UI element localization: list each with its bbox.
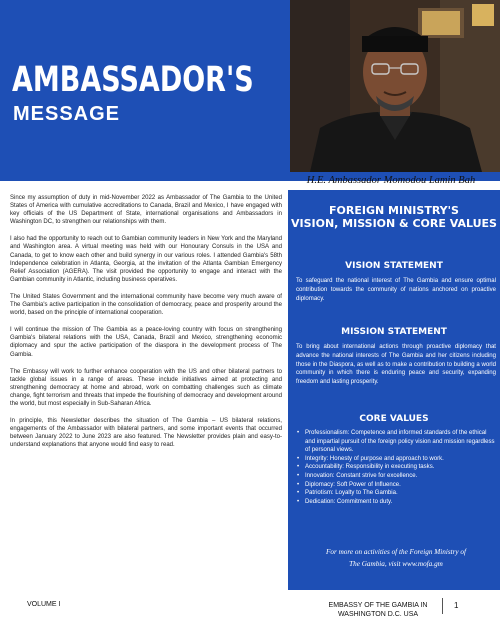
core-value-item: • Integrity: Honesty of purpose and approach to work. xyxy=(296,455,496,464)
core-value-item: • Patriotism: Loyalty to The Gambia. xyxy=(296,489,496,498)
core-value-item: • Diplomacy: Soft Power of Influence. xyxy=(296,481,496,490)
message-body xyxy=(10,194,282,458)
sidebar-heading-line1: FOREIGN MINISTRY'S xyxy=(329,204,459,217)
photo-caption: H.E. Ambassador Momodou Lamin Bah xyxy=(306,175,476,186)
vision-title: VISION STATEMENT xyxy=(345,261,443,271)
page-title: AMBASSADOR'S xyxy=(12,60,254,101)
core-value-item: • Dedication: Commitment to duty. xyxy=(296,498,496,507)
core-values-list xyxy=(296,429,496,506)
message-paragraph: I will continue the mission of The Gambia as a peace-loving country with focus on strengthening Gambia's bilateral relations with the USA, Canada, Brazil and Mexico, strengthening economic diplomacy and spur the active participation of the diaspora in the development process of The Gambia. xyxy=(10,327,282,358)
sidebar-heading-line2: VISION, MISSION & CORE VALUES xyxy=(291,217,497,230)
message-paragraph: The United States Government and the international community have become very much aware of The Gambia's active participation in the consolidation of democracy, peace and prosperity around the world, based on the principle of international cooperation. xyxy=(10,293,282,317)
page-subtitle: MESSAGE xyxy=(13,103,121,125)
core-values-title: CORE VALUES xyxy=(359,414,429,424)
message-paragraph: In principle, this Newsletter describes the situation of The Gambia – US bilateral relations, engagements of the Ambassador with bilateral partners, and some important events that occurred between January 2022 to June 2023 are also featured. The Newsletter provides plain and easy-to-understand explanations that anyone would find easy to read. xyxy=(10,418,282,449)
core-value-item: • Innovation: Constant strive for excellence. xyxy=(296,472,496,481)
message-paragraph: Since my assumption of duty in mid-November 2022 as Ambassador of The Gambia to the United States of America with cumulative accreditations to Canada, Brazil and Mexico, I have engaged with key officials of the US Department of State, international organisations and Ambassadors in Washington DC, to strengthen our relationships with them. xyxy=(10,195,282,226)
mission-title: MISSION STATEMENT xyxy=(341,327,447,337)
message-paragraph: I also had the opportunity to reach out to Gambian community leaders in New York and the Maryland and Washington area. A virtual meeting was held with our Honourary Consuls in the USA and Canada, to get to know each other and build synergy in our various roles. I attended Gambia's 58th Independence celebration in Atlanta, Georgia, at the invitation of the Atlanta Gambian Emergency Relief Association (AGERA). The visit provided the opportunity to engage and interact with the Gambian community in Atlantic, including business operatives. xyxy=(10,236,282,283)
vision-mission-sidebar xyxy=(288,190,500,590)
core-value-item: • Professionalism: Competence and informed standards of the ethical and impartial pursuit of the foreign policy vision and mission regardless of personal views. xyxy=(296,429,496,455)
ambassador-photo xyxy=(290,0,500,172)
vision-text: To safeguard the national interest of The Gambia and ensure optimal contribution towards the community of nations anchored on proactive diplomacy. xyxy=(296,278,496,302)
embassy-line2: WASHINGTON D.C. USA xyxy=(337,611,419,618)
message-paragraph: The Embassy will work to further enhance cooperation with the US and other bilateral partners to tackle global issues in a range of areas. These include initiatives aimed at protecting and strengthening democracy at home and abroad, work on combatting challenges such as climate change, fight terrorism and threats that impede the flourishing of democracy and development around the world, but most especially in Sub-Saharan Africa. xyxy=(10,368,282,407)
sidebar-heading xyxy=(288,204,500,230)
core-value-item: • Accountability: Responsibility in executing tasks. xyxy=(296,463,496,472)
embassy-label xyxy=(318,601,438,619)
volume-label: VOLUME I xyxy=(27,601,61,608)
mofa-note-line2: The Gambia, visit www.mofa.gm xyxy=(349,560,443,568)
mofa-link-note xyxy=(296,546,496,570)
footer-divider xyxy=(442,598,443,614)
embassy-line1: EMBASSY OF THE GAMBIA IN xyxy=(328,602,428,609)
mofa-note-line1: For more on activities of the Foreign Ministry of xyxy=(325,548,466,556)
page-number: 1 xyxy=(454,601,459,610)
mission-text: To bring about international actions through proactive diplomacy that advance the national interests of The Gambia and her citizens including those in the Diaspora, as well as to make a contribution to building a world community in which there is enduring peace and security, expanding freedom and lasting prosperity. xyxy=(296,344,496,386)
